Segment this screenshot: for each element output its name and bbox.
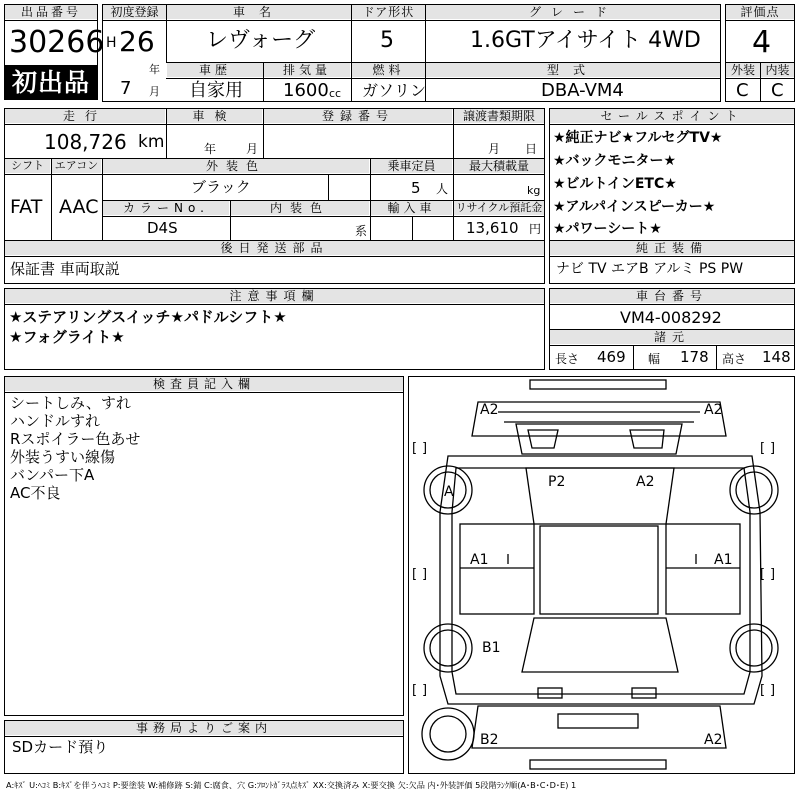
front-bumper-strip: [530, 380, 666, 389]
mark-door-right: A1: [714, 552, 733, 568]
svg-text:]: ]: [770, 441, 776, 456]
equipment: ナビ TV エアB アルミ PS PW: [556, 261, 744, 277]
notes-label: 注意事項欄: [5, 289, 544, 303]
sales-point-4: ★アルパインスピーカー★: [553, 199, 716, 215]
car-diagram: [408, 376, 795, 774]
first-listing-badge: 初出品: [4, 66, 98, 100]
length-label: 長さ: [555, 352, 580, 366]
front-panel: [472, 402, 726, 436]
reg-no-label: 登録番号: [264, 109, 452, 123]
era: H: [106, 35, 117, 51]
displacement-label: 排気量: [264, 63, 350, 77]
inspection-label: 車検: [167, 109, 262, 123]
displacement-unit: cc: [329, 87, 342, 100]
svg-text:[: [: [412, 683, 418, 698]
chassis-label: 車台番号: [550, 289, 794, 303]
body-outline: [440, 456, 762, 704]
lot-number-label: 出品番号: [5, 5, 97, 19]
shift: FAT: [10, 196, 43, 218]
height: 148: [762, 348, 791, 366]
inspection-month-unit: 月: [246, 142, 259, 156]
inspector-line-4: 外装うすい線傷: [10, 448, 116, 466]
mark-rear-right: A2: [704, 732, 723, 748]
svg-text:[: [: [412, 441, 418, 456]
rear-window: [522, 618, 678, 672]
car-name-label: 車名: [167, 5, 351, 19]
color-no-label: カラーNo.: [103, 201, 229, 215]
height-label: 高さ: [722, 352, 747, 366]
svg-text:]: ]: [770, 567, 776, 582]
inspector-line-5: バンパー下A: [10, 466, 95, 484]
score-label: 評価点: [726, 5, 794, 19]
inspection-year-unit: 年: [204, 142, 217, 156]
fuel: ガソリン: [362, 81, 427, 100]
car-name: レヴォーグ: [206, 28, 316, 53]
svg-text:[: [: [412, 567, 418, 582]
sales-points-label: セールスポイント: [550, 109, 794, 123]
inspector-line-1: シートしみ、すれ: [10, 394, 131, 412]
chassis-number: VM4-008292: [620, 308, 722, 327]
history: 自家用: [189, 80, 243, 101]
displacement: 1600: [283, 80, 329, 101]
mark-wheel-front-left: A: [444, 484, 454, 500]
sales-point-1: ★純正ナビ★フルセグTV★: [553, 130, 723, 146]
year-unit: 年: [149, 63, 160, 76]
score: 4: [752, 25, 772, 60]
rear-panel: [472, 706, 726, 748]
hood: [516, 424, 682, 454]
color-label: 外装色: [103, 159, 369, 173]
inspector-line-2: ハンドルすれ: [10, 412, 101, 430]
capacity: 5: [411, 179, 421, 197]
exterior-label: 外装: [726, 63, 760, 77]
sales-point-5: ★パワーシート★: [553, 221, 662, 237]
mark-rear-left: B2: [480, 732, 499, 748]
import-label: 輸入車: [371, 201, 452, 215]
mark-door-left: A1: [470, 552, 489, 568]
note-line-2: ★フォグライト★: [9, 328, 125, 346]
mileage-label: 走行: [5, 109, 165, 123]
first-reg-label: 初度登録: [103, 5, 166, 19]
sales-point-2: ★バックモニター★: [553, 153, 677, 169]
grade-label: グレード: [426, 5, 720, 19]
office-label: 事務局よりご案内: [5, 721, 403, 735]
svg-text:]: ]: [422, 441, 428, 456]
inspector-line-3: Rスポイラー色あせ: [10, 430, 141, 448]
equipment-label: 純正装備: [550, 241, 794, 255]
legend: A:ｷｽﾞ U:ﾍｺﾐ B:ｷｽﾞを伴うﾍｺﾐ P:要塗装 W:補修跡 S:錆 C:腐食、穴 G:ﾌﾛﾝﾄｶﾞﾗｽ点ｷｽﾞ XX:交換済み X:要交換 欠:欠品 内･外装評価 5段階ﾗﾝｸ順(A･B･C･D･E) 1: [6, 780, 577, 790]
roof: [540, 526, 658, 614]
rear-right-wheel: [730, 624, 778, 672]
office-text: SDカード預り: [12, 738, 109, 756]
first-reg-month: 7: [120, 78, 132, 99]
width: 178: [680, 348, 709, 366]
model-code: DBA-VM4: [541, 80, 624, 101]
rear-bumper-strip: [530, 760, 666, 769]
mark-front-left: A2: [480, 402, 499, 418]
color-no: D4S: [147, 219, 178, 237]
shift-label: シフト: [5, 159, 50, 173]
rear-left-wheel: [424, 624, 472, 672]
interior-label: 内装: [761, 63, 794, 77]
mark-interior-right: A2: [636, 474, 655, 490]
history-label: 車歴: [167, 63, 263, 77]
mark-interior-left: P2: [548, 474, 566, 490]
svg-text:[: [: [760, 567, 766, 582]
width-label: 幅: [648, 352, 661, 366]
later-parts: 保証書 車両取説: [10, 260, 120, 278]
door-shape: 5: [380, 28, 394, 53]
interior-color-label: 内装色: [231, 201, 369, 215]
month-unit: 月: [149, 85, 160, 98]
recycle-amount: 13,610: [466, 219, 519, 237]
transfer-month-unit: 月: [488, 142, 501, 156]
svg-text:[: [: [760, 683, 766, 698]
transfer-label: 譲渡書類期限: [454, 109, 544, 123]
right-doors: [666, 524, 740, 614]
later-parts-label: 後日発送部品: [5, 241, 544, 255]
interior-color-unit: 系: [355, 224, 368, 238]
first-reg-year: 26: [119, 25, 155, 58]
mileage: 108,726: [44, 130, 127, 154]
recycle-unit: 円: [529, 222, 542, 236]
color: ブラック: [191, 178, 251, 196]
sales-point-3: ★ビルトインETC★: [553, 176, 677, 192]
length: 469: [597, 348, 626, 366]
door-label: ドア形状: [352, 5, 425, 19]
inspector-label: 検査員記入欄: [5, 377, 403, 391]
svg-text:]: ]: [422, 567, 428, 582]
load-unit: kg: [527, 184, 541, 197]
exterior-grade: C: [736, 80, 749, 101]
ac: AAC: [59, 196, 99, 218]
lot-number: 30266: [9, 25, 105, 60]
mileage-unit: km: [138, 132, 165, 152]
mark-wheel-rear-left: B1: [482, 640, 501, 656]
dims-label: 諸元: [550, 330, 794, 344]
note-line-1: ★ステアリングスイッチ★パドルシフト★: [9, 308, 287, 326]
svg-text:]: ]: [770, 683, 776, 698]
svg-text:[: [: [760, 441, 766, 456]
model-code-label: 型式: [426, 63, 720, 77]
recycle-label: リサイクル預託金: [455, 201, 543, 214]
load-label: 最大積載量: [454, 159, 544, 173]
grade: 1.6GTアイサイト 4WD: [470, 28, 701, 53]
svg-text:]: ]: [422, 683, 428, 698]
transfer-day-unit: 日: [525, 142, 538, 156]
ac-label: エアコン: [52, 159, 101, 173]
capacity-unit: 人: [436, 182, 449, 196]
mark-front-right: A2: [704, 402, 723, 418]
inspector-line-6: AC不良: [10, 484, 61, 502]
capacity-label: 乗車定員: [371, 159, 452, 173]
fuel-label: 燃料: [352, 63, 425, 77]
interior-grade: C: [771, 80, 784, 101]
left-doors: [460, 524, 534, 614]
